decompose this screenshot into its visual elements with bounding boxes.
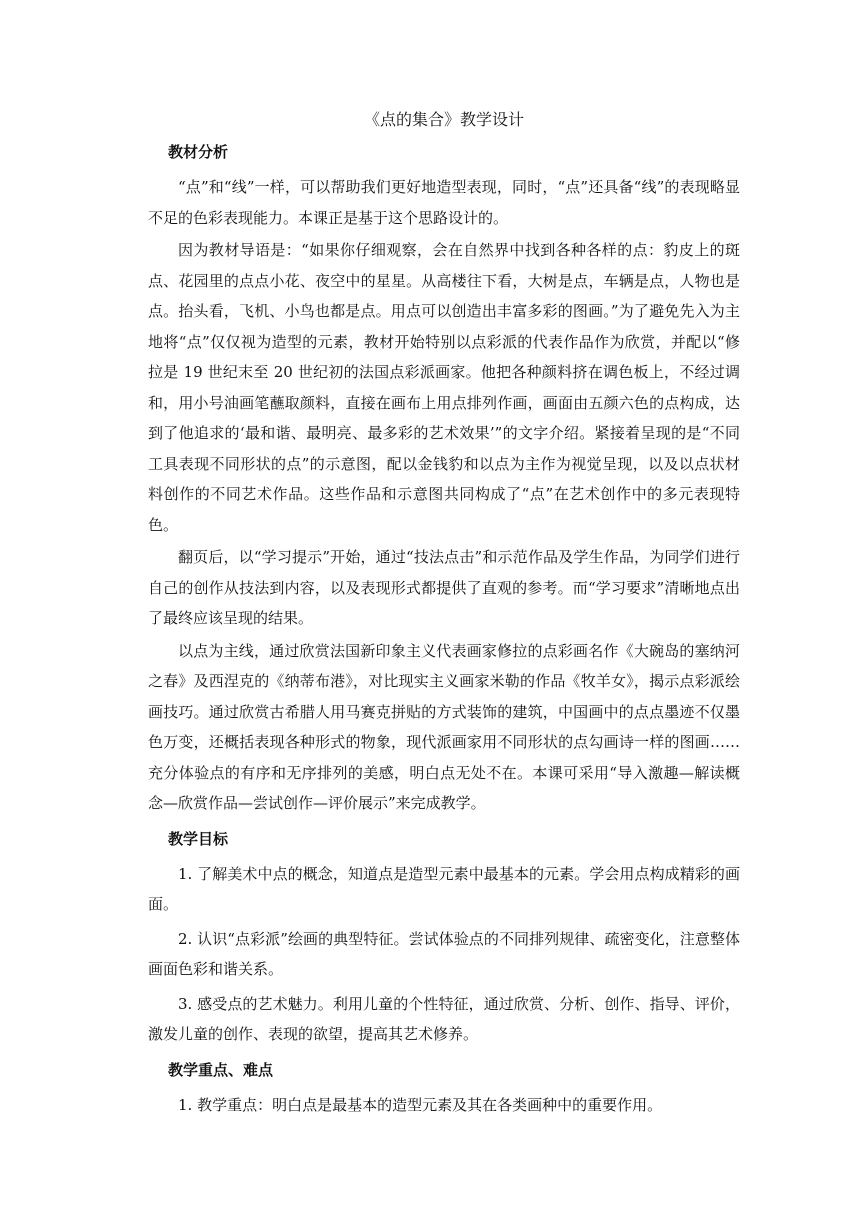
analysis-paragraph: 翻页后，以“学习提示”开始，通过“技法点击”和示范作品及学生作品，为同学们进行自己的创作从技法到内容，以及表现形式都提供了直观的参考。而“学习要求”清晰地点出了最终应该呈现的结果。 bbox=[148, 548, 740, 627]
analysis-paragraph: 以点为主线，通过欣赏法国新印象主义代表画家修拉的点彩画名作《大碗岛的塞纳河之春》及西涅克的《纳蒂布港》，对比现实主义画家米勒的作品《牧羊女》，揭示点彩派绘画技巧。通过欣赏古希腊人用马赛克拼贴的方式装饰的建筑，中国画中的点点墨迹不仅墨色万变，还概括表现各种形式的物象，现代派画家用不同形状的点勾画诗一样的图画……充分体验点的有序和无序排列的美感，明白点无处不在。本课可采用“导入激趣—解读概念—欣赏作品—尝试创作—评价展示”来完成教学。 bbox=[148, 641, 740, 812]
analysis-paragraph: “点”和“线”一样，可以帮助我们更好地造型表现，同时，“点”还具备“线”的表现略显不足的色彩表现能力。本课正是基于这个思路设计的。 bbox=[148, 178, 740, 227]
section-heading-keypoints: 教学重点、难点 bbox=[168, 1060, 274, 1079]
section-heading-analysis: 教材分析 bbox=[168, 143, 229, 161]
section-heading-objectives: 教学目标 bbox=[168, 829, 229, 848]
objective-item: 2. 认识“点彩派”绘画的典型特征。尝试体验点的不同排列规律、疏密变化，注意整体画面色彩和谐关系。 bbox=[148, 929, 740, 978]
objective-item: 1. 了解美术中点的概念，知道点是造型元素中最基本的元素。学会用点构成精彩的画面。 bbox=[148, 864, 740, 913]
keypoint-item: 1. 教学重点：明白点是最基本的造型元素及其在各类画种中的重要作用。 bbox=[178, 1095, 663, 1114]
objective-item: 3. 感受点的艺术魅力。利用儿童的个性特征，通过欣赏、分析、创作、指导、评价，激发儿童的创作、表现的欲望，提高其艺术修养。 bbox=[148, 994, 740, 1043]
document-title: 《点的集合》教学设计 bbox=[363, 110, 524, 129]
analysis-paragraph: 因为教材导语是：“如果你仔细观察，会在自然界中找到各种各样的点：豹皮上的斑点、花园里的点点小花、夜空中的星星。从高楼往下看，大树是点，车辆是点，人物也是点。抬头看，飞机、小鸟也都是点。用点可以创造出丰富多彩的图画。”为了避免先入为主地将“点”仅仅视为造型的元素，教材开始特别以点彩派的代表作品作为欣赏，并配以“修拉是 19 世纪末至 20 世纪初的法国点彩派画家。他把各种颜料挤在调色板上，不经过调和，用小号油画笔蘸取颜料，直接在画布上用点排列作画，画面由五颜六色的点构成，达到了他追求的‘最和谐、最明亮、最多彩的艺术效果’”的文字介绍。紧接着呈现的是“不同工具表现不同形状的点”的示意图，配以金钱豹和以点为主作为视觉呈现，以及以点状材料创作的不同艺术作品。这些作品和示意图共同构成了“点”在艺术创作中的多元表现特色。 bbox=[148, 241, 740, 534]
document-body bbox=[148, 108, 740, 1124]
